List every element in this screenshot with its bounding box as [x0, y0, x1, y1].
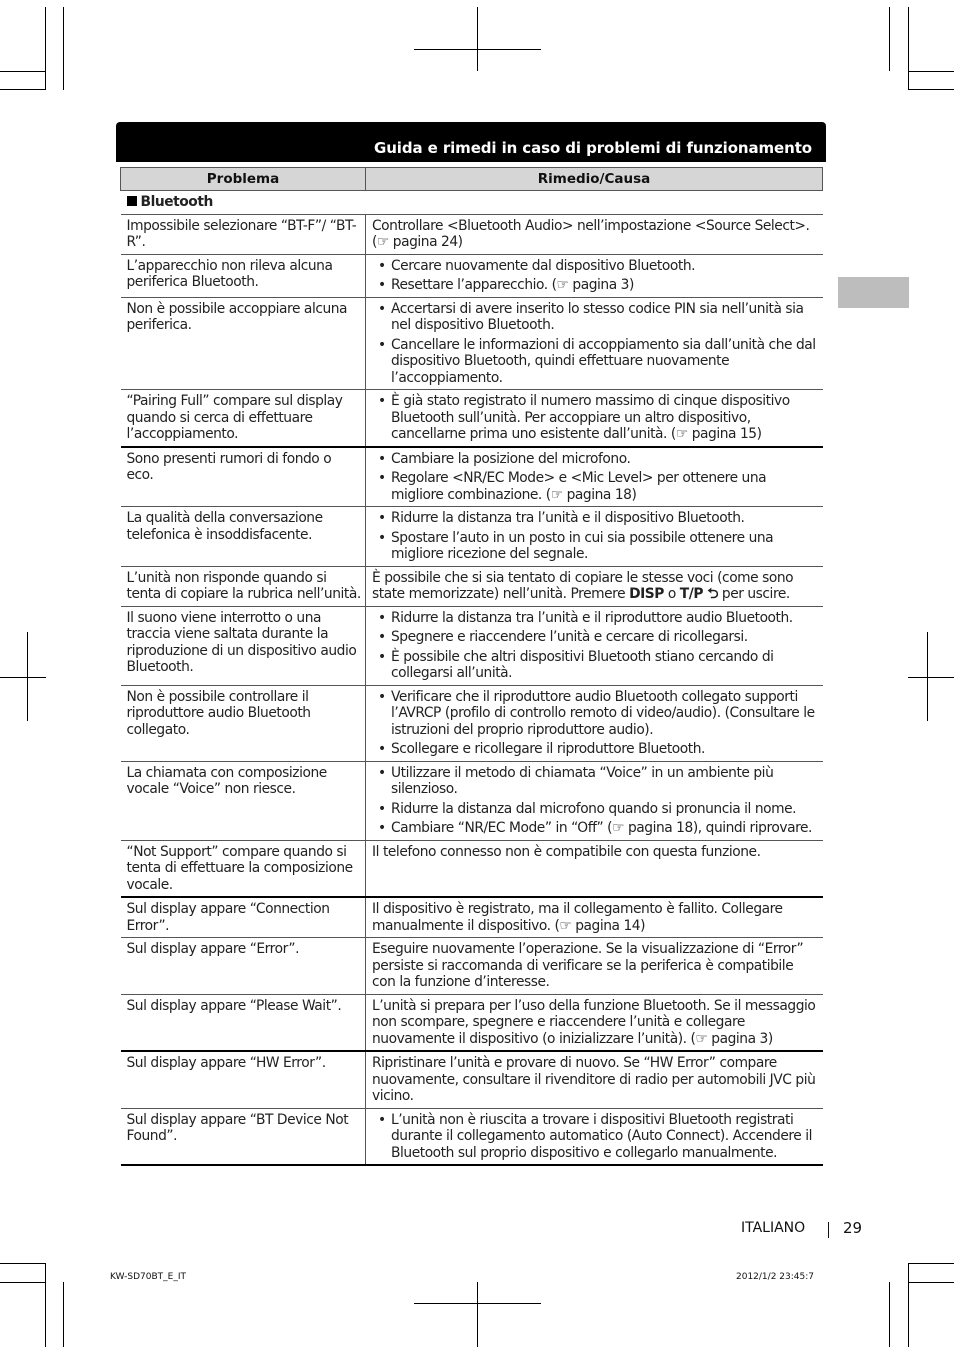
table-row — [121, 297, 823, 390]
tp-key-label: T/P ⮌ — [679, 586, 718, 602]
problem-cell: Il suono viene interrotto o una traccia viene saltata durante la riproduzione di un dispositivo audio Bluetooth. — [121, 606, 366, 685]
remedy-bullet: • Resettare l’apparecchio. (☞ pagina 3) — [372, 277, 819, 294]
crop-mark — [0, 1263, 46, 1264]
crop-mark — [889, 1282, 890, 1347]
column-header-problem: Problema — [121, 168, 366, 191]
problem-cell: “Pairing Full” compare sul display quando si cerca di effettuare l’accoppiamento. — [121, 390, 366, 447]
problem-cell: La chiamata con composizione vocale “Voice” non riesce. — [121, 761, 366, 840]
remedy-bullet: • Verificare che il riproduttore audio Bluetooth collegato supporti l’AVRCP (profilo di controllo remoto di video/audio). (Consultare le istruzioni del proprio riproduttore audio). — [372, 689, 819, 739]
problem-cell: Sul display appare “Please Wait”. — [121, 994, 366, 1051]
table-row — [121, 994, 823, 1051]
remedy-bullet: • Spostare l’auto in un posto in cui sia possibile ottenere una migliore ricezione del segnale. — [372, 530, 819, 563]
section-row — [121, 191, 823, 215]
table-row — [121, 938, 823, 995]
crop-mark — [414, 1303, 541, 1304]
page-number: 29 — [843, 1219, 863, 1237]
remedy-cell — [366, 761, 823, 840]
remedy-bullet: • Cancellare le informazioni di accoppiamento sia dall’unità che dal dispositivo Bluetooth, quindi effettuare nuovamente l’accoppiamento. — [372, 337, 819, 387]
remedy-cell — [366, 254, 823, 297]
crop-mark — [45, 7, 46, 90]
remedy-bullet: • È possibile che altri dispositivi Bluetooth stiano cercando di collegarsi all’unità. — [372, 649, 819, 682]
section-label: Bluetooth — [140, 194, 213, 210]
remedy-cell: Controllare <Bluetooth Audio> nell’impostazione <Source Select>. (☞ pagina 24) — [366, 214, 823, 254]
remedy-bullet: • Scollegare e ricollegare il riproduttore Bluetooth. — [372, 741, 819, 758]
remedy-cell — [366, 297, 823, 390]
remedy-cell — [366, 606, 823, 685]
problem-cell: Sul display appare “BT Device Not Found”. — [121, 1108, 366, 1165]
table-row — [121, 1108, 823, 1165]
table-row — [121, 566, 823, 606]
problem-cell: Non è possibile controllare il riproduttore audio Bluetooth collegato. — [121, 685, 366, 761]
section-heading — [121, 191, 823, 215]
table-row — [121, 606, 823, 685]
table-row — [121, 840, 823, 897]
footer-divider — [828, 1222, 829, 1238]
table-row — [121, 685, 823, 761]
remedy-cell — [366, 685, 823, 761]
problem-cell: Sul display appare “Connection Error”. — [121, 897, 366, 938]
page-title: Guida e rimedi in caso di problemi di funzionamento — [374, 139, 812, 157]
crop-mark — [414, 49, 541, 50]
remedy-bullet: • È già stato registrato il numero massimo di cinque dispositivo Bluetooth sull’unità. Per accoppiare un altro dispositivo, cancellarne prima uno esistente dall’unità. (☞ pagina 15) — [372, 393, 819, 443]
remedy-cell: Il telefono connesso non è compatibile con questa funzione. — [366, 840, 823, 897]
table-row — [121, 897, 823, 938]
troubleshooting-table — [120, 167, 823, 1166]
imprint-timestamp: 2012/1/2 23:45:7 — [736, 1272, 814, 1282]
footer-language: ITALIANO — [741, 1220, 806, 1236]
remedy-text: o — [663, 586, 680, 602]
problem-cell: L’unità non risponde quando si tenta di copiare la rubrica nell’unità. — [121, 566, 366, 606]
remedy-text: per uscire. — [717, 586, 790, 602]
remedy-bullet: • Spegnere e riaccendere l’unità e cercare di ricollegarsi. — [372, 629, 819, 646]
remedy-bullet: • Accertarsi di avere inserito lo stesso codice PIN sia nell’unità sia nel dispositivo Bluetooth. — [372, 301, 819, 334]
problem-cell: Impossibile selezionare “BT-F”/ “BT-R”. — [121, 214, 366, 254]
problem-cell: Sul display appare “HW Error”. — [121, 1051, 366, 1108]
crop-mark — [0, 677, 46, 678]
crop-mark — [908, 7, 909, 90]
remedy-bullet: • Ridurre la distanza tra l’unità e il dispositivo Bluetooth. — [372, 510, 819, 527]
crop-mark — [889, 7, 890, 71]
remedy-cell — [366, 507, 823, 567]
disp-key-label: DISP — [629, 586, 664, 602]
language-tab-marker — [838, 277, 909, 308]
problem-cell: La qualità della conversazione telefonica è insoddisfacente. — [121, 507, 366, 567]
remedy-cell: L’unità si prepara per l’uso della funzione Bluetooth. Se il messaggio non scompare, spegnere e riaccendere l’unità e collegare nuovamente il dispositivo (o inizializzare l’unità). (☞ pagina 3) — [366, 994, 823, 1051]
crop-mark — [908, 1282, 954, 1283]
table-row — [121, 214, 823, 254]
crop-mark — [908, 1263, 954, 1264]
table-row — [121, 447, 823, 507]
remedy-bullet: • Regolare <NR/EC Mode> e <Mic Level> per ottenere una migliore combinazione. (☞ pagina 18) — [372, 470, 819, 503]
table-row — [121, 254, 823, 297]
problem-cell: Sono presenti rumori di fondo o eco. — [121, 447, 366, 507]
table-header-row — [121, 168, 823, 191]
crop-mark — [0, 89, 46, 90]
crop-mark — [908, 89, 954, 90]
square-bullet-icon — [127, 196, 137, 206]
table-row — [121, 390, 823, 447]
remedy-bullet: • Ridurre la distanza dal microfono quando si pronuncia il nome. — [372, 801, 819, 818]
remedy-bullet: • Cercare nuovamente dal dispositivo Bluetooth. — [372, 258, 819, 275]
crop-mark — [908, 677, 954, 678]
crop-mark — [63, 7, 64, 90]
problem-cell: L’apparecchio non rileva alcuna periferica Bluetooth. — [121, 254, 366, 297]
crop-mark — [908, 1263, 909, 1347]
remedy-cell: Ripristinare l’unità e provare di nuovo. Se “HW Error” compare nuovamente, consultare il rivenditore di radio per automobili JVC più vicino. — [366, 1051, 823, 1108]
column-header-remedy: Rimedio/Causa — [366, 168, 823, 191]
crop-mark — [0, 71, 46, 72]
problem-cell: “Not Support” compare quando si tenta di effettuare la composizione vocale. — [121, 840, 366, 897]
remedy-bullet: • Cambiare “NR/EC Mode” in “Off” (☞ pagina 18), quindi riprovare. — [372, 820, 819, 837]
crop-mark — [477, 1282, 478, 1347]
remedy-cell — [366, 566, 823, 606]
table-row — [121, 761, 823, 840]
remedy-cell: Il dispositivo è registrato, ma il collegamento è fallito. Collegare manualmente il dispositivo. (☞ pagina 14) — [366, 897, 823, 938]
crop-mark — [0, 1282, 46, 1283]
problem-cell: Sul display appare “Error”. — [121, 938, 366, 995]
problem-cell: Non è possibile accoppiare alcuna periferica. — [121, 297, 366, 390]
remedy-cell — [366, 1108, 823, 1165]
remedy-text: È possibile che si sia tentato di copiare le stesse voci (come sono state memorizzate) nell’unità. Premere — [372, 569, 794, 602]
table-row — [121, 1051, 823, 1108]
remedy-cell — [366, 447, 823, 507]
crop-mark — [63, 1282, 64, 1347]
section-header — [116, 122, 826, 162]
remedy-bullet: • L’unità non è riuscita a trovare i dispositivi Bluetooth registrati durante il collegamento automatico (Auto Connect). Accendere il Bluetooth sul proprio dispositivo e collegarlo manualmente. — [372, 1112, 819, 1162]
crop-mark — [908, 71, 954, 72]
crop-mark — [477, 7, 478, 71]
remedy-cell — [366, 390, 823, 447]
crop-mark — [45, 1263, 46, 1347]
remedy-bullet: • Utilizzare il metodo di chiamata “Voice” in un ambiente più silenzioso. — [372, 765, 819, 798]
remedy-bullet: • Cambiare la posizione del microfono. — [372, 451, 819, 468]
imprint-filename: KW-SD70BT_E_IT — [110, 1272, 186, 1282]
table-row — [121, 507, 823, 567]
remedy-bullet: • Ridurre la distanza tra l’unità e il riproduttore audio Bluetooth. — [372, 610, 819, 627]
remedy-cell: Eseguire nuovamente l’operazione. Se la visualizzazione di “Error” persiste si raccomanda di verificare se la periferica è compatibile con la funzione d’interesse. — [366, 938, 823, 995]
